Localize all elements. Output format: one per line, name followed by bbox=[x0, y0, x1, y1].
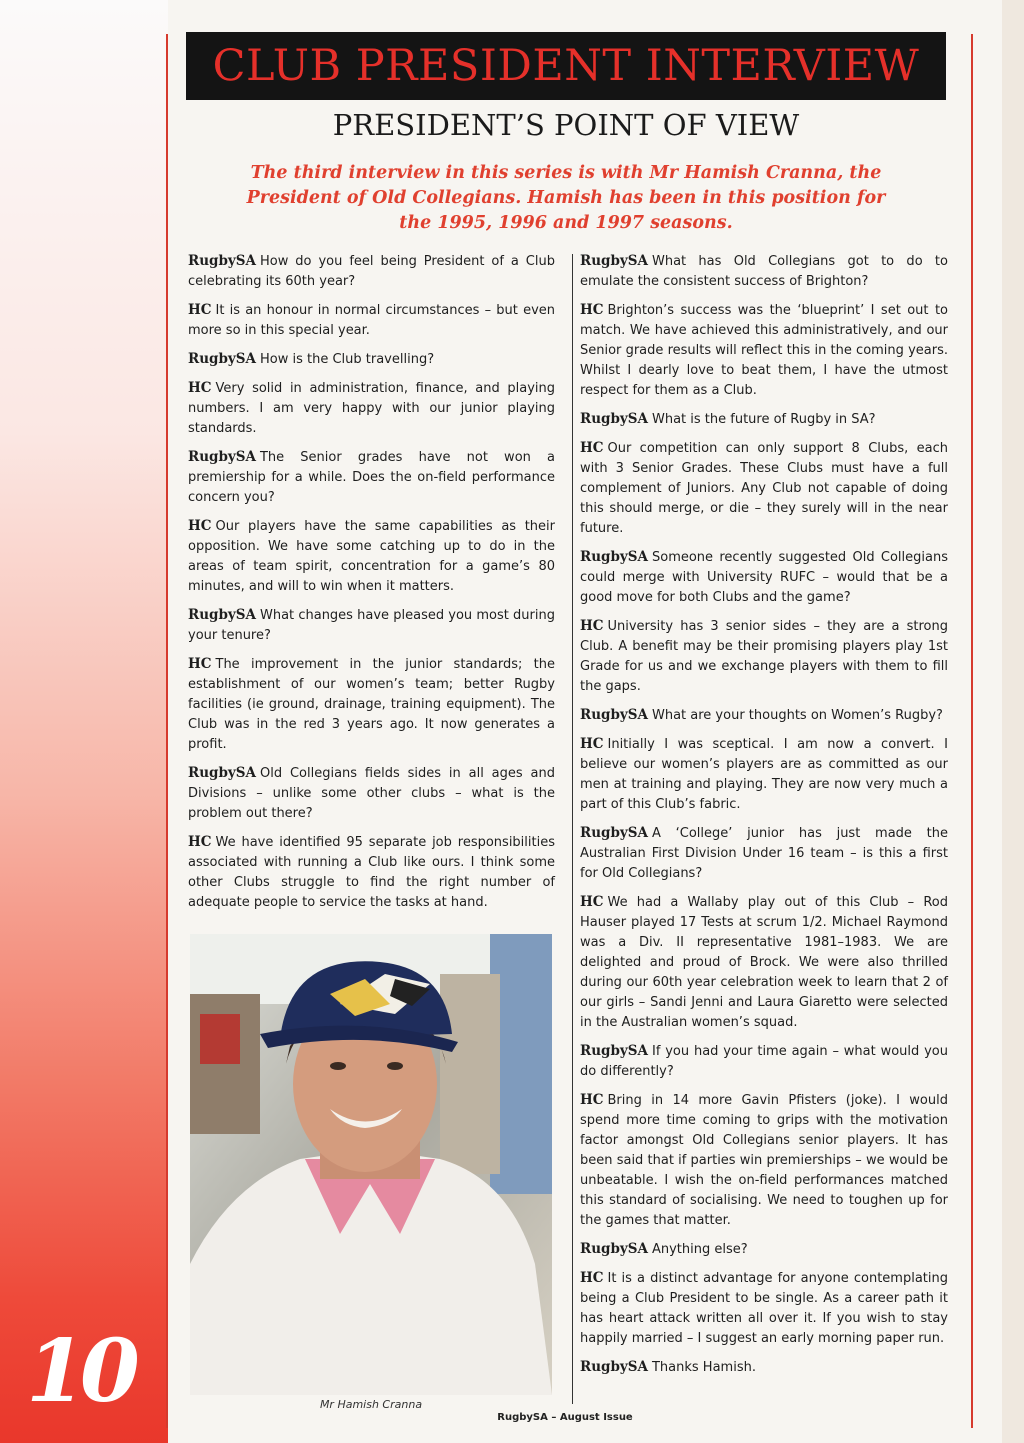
qa-item bbox=[188, 654, 555, 755]
page-title: CLUB PRESIDENT INTERVIEW bbox=[186, 32, 946, 100]
qa-item bbox=[188, 251, 555, 292]
speaker-label: HC bbox=[188, 302, 212, 318]
speaker-label: RugbySA bbox=[580, 549, 648, 565]
side-gradient-panel bbox=[0, 0, 168, 1443]
qa-item bbox=[188, 349, 555, 370]
page-number: 10 bbox=[26, 1321, 134, 1422]
qa-item bbox=[188, 378, 555, 439]
qa-text: University has 3 senior sides – they are a strong Club. A benefit may be their promising players play 1st Grade for us and we exchange players with them to fill the gaps. bbox=[580, 619, 948, 694]
speaker-label: HC bbox=[580, 618, 604, 634]
left-red-rule bbox=[166, 34, 168, 1428]
left-column bbox=[188, 251, 555, 921]
speaker-label: RugbySA bbox=[188, 351, 256, 367]
qa-item bbox=[188, 300, 555, 341]
right-red-rule bbox=[971, 34, 973, 1428]
qa-text: How do you feel being President of a Club celebrating its 60th year? bbox=[188, 254, 555, 289]
qa-text: We had a Wallaby play out of this Club – Rod Hauser played 17 Tests at scrum 1/2. Michael Raymond was a Div. II representative 1981–1983. We are delighted and proud of Brock. We were also thrilled during our 60th year celebration week to learn that 2 of our girls – Sandi Jenni and Laura Giaretto were selected in the Australian women’s squad. bbox=[580, 895, 948, 1030]
speaker-label: RugbySA bbox=[188, 253, 256, 269]
qa-text: Very solid in administration, finance, and playing numbers. I am very happy with our junior playing standards. bbox=[188, 381, 555, 436]
qa-text: What is the future of Rugby in SA? bbox=[651, 412, 876, 427]
qa-text: What changes have pleased you most during your tenure? bbox=[188, 608, 555, 643]
qa-item bbox=[188, 516, 555, 597]
qa-text: What has Old Collegians got to do to emulate the consistent success of Brighton? bbox=[580, 254, 948, 289]
qa-item bbox=[580, 1357, 948, 1378]
qa-item bbox=[580, 1268, 948, 1349]
qa-text: Anything else? bbox=[651, 1242, 748, 1257]
intro-paragraph: The third interview in this series is with Mr Hamish Cranna, the President of Old Collegians. Hamish has been in this position for the 1995, 1996 and 1997 seasons. bbox=[246, 163, 886, 233]
qa-text: Bring in 14 more Gavin Pfisters (joke). I would spend more time coming to grips with the motivation factor amongst Old Collegians senior players. It has been said that if parties win premierships – we would be unbeatable. I wish the on-field performances matched this standard of socialising. We need to toughen up for the games that matter. bbox=[580, 1093, 948, 1228]
speaker-label: RugbySA bbox=[188, 765, 256, 781]
qa-text: Thanks Hamish. bbox=[651, 1360, 756, 1375]
speaker-label: HC bbox=[580, 1270, 604, 1286]
speaker-label: RugbySA bbox=[580, 1241, 648, 1257]
qa-text: If you had your time again – what would you do differently? bbox=[580, 1044, 948, 1079]
qa-text: Old Collegians fields sides in all ages and Divisions – unlike some other clubs – what is the problem out there? bbox=[188, 766, 555, 821]
qa-item bbox=[580, 251, 948, 292]
page-edge-strip bbox=[1002, 0, 1024, 1443]
qa-text: A ‘College’ junior has just made the Australian First Division Under 16 team – is this a first for Old Collegians? bbox=[580, 826, 948, 881]
page-subtitle: PRESIDENT’S POINT OF VIEW bbox=[332, 108, 800, 142]
speaker-label: HC bbox=[188, 518, 212, 534]
qa-text: We have identified 95 separate job responsibilities associated with running a Club like ours. I think some other Clubs struggle to find the right number of adequate people to service the tasks at hand. bbox=[188, 835, 555, 910]
speaker-label: HC bbox=[580, 894, 604, 910]
speaker-label: RugbySA bbox=[580, 707, 648, 723]
qa-item bbox=[580, 1239, 948, 1260]
qa-item bbox=[580, 705, 948, 726]
speaker-label: HC bbox=[580, 440, 604, 456]
speaker-label: RugbySA bbox=[580, 253, 648, 269]
footer: RugbySA – August Issue bbox=[497, 1412, 633, 1423]
qa-item bbox=[580, 823, 948, 884]
qa-text: The improvement in the junior standards; the establishment of our women’s team; better Rugby facilities (ie ground, drainage, training equipment). The Club was in the red 3 years ago. It now generates a profit. bbox=[188, 657, 555, 752]
qa-text: What are your thoughts on Women’s Rugby? bbox=[651, 708, 943, 723]
qa-text: It is an honour in normal circumstances – but even more so in this special year. bbox=[188, 303, 555, 338]
qa-text: Initially I was sceptical. I am now a convert. I believe our women’s players are as committed as our men at training and playing. They are now very much a part of this Club’s fabric. bbox=[580, 737, 948, 812]
speaker-label: RugbySA bbox=[188, 449, 256, 465]
speaker-label: RugbySA bbox=[580, 1359, 648, 1375]
qa-item bbox=[580, 547, 948, 608]
speaker-label: HC bbox=[188, 834, 212, 850]
qa-item bbox=[580, 409, 948, 430]
qa-text: The Senior grades have not won a premiership for a while. Does the on-field performance concern you? bbox=[188, 450, 555, 505]
speaker-label: RugbySA bbox=[580, 825, 648, 841]
qa-item bbox=[580, 438, 948, 539]
photo-caption: Mr Hamish Cranna bbox=[319, 1398, 423, 1411]
qa-item bbox=[580, 300, 948, 401]
qa-text: Brighton’s success was the ‘blueprint’ I set out to match. We have achieved this administratively, and our Senior grade results will reflect this in the coming years. Whilst I dearly love to beat them, I have the utmost respect for them as a Club. bbox=[580, 303, 948, 398]
speaker-label: HC bbox=[580, 736, 604, 752]
qa-item bbox=[188, 832, 555, 913]
column-divider bbox=[572, 254, 573, 1404]
qa-item bbox=[580, 1041, 948, 1082]
qa-item bbox=[188, 447, 555, 508]
qa-text: Our players have the same capabilities as their opposition. We have some catching up to do in the areas of team spirit, concentration for a game’s 80 minutes, and will to win when it matters. bbox=[188, 519, 555, 594]
qa-text: It is a distinct advantage for anyone contemplating being a Club President to be single. As a career path it has heart attack written all over it. If you wish to stay happily married – I suggest an early morning paper run. bbox=[580, 1271, 948, 1346]
speaker-label: HC bbox=[580, 1092, 604, 1108]
speaker-label: RugbySA bbox=[580, 1043, 648, 1059]
portrait-photo bbox=[190, 934, 552, 1395]
qa-item bbox=[188, 605, 555, 646]
speaker-label: HC bbox=[188, 380, 212, 396]
speaker-label: HC bbox=[580, 302, 604, 318]
qa-text: How is the Club travelling? bbox=[259, 352, 435, 367]
qa-item bbox=[580, 892, 948, 1033]
right-column bbox=[580, 251, 948, 1386]
qa-item bbox=[580, 1090, 948, 1231]
speaker-label: HC bbox=[188, 656, 212, 672]
qa-item bbox=[188, 763, 555, 824]
qa-text: Someone recently suggested Old Collegians could merge with University RUFC – would that be a good move for both Clubs and the game? bbox=[580, 550, 948, 605]
qa-item bbox=[580, 616, 948, 697]
speaker-label: RugbySA bbox=[580, 411, 648, 427]
speaker-label: RugbySA bbox=[188, 607, 256, 623]
qa-item bbox=[580, 734, 948, 815]
qa-text: Our competition can only support 8 Clubs, each with 3 Senior Grades. These Clubs must have a full complement of Juniors. Any Club not capable of doing this should merge, or die – they surely will in the near future. bbox=[580, 441, 948, 536]
portrait-illustration bbox=[190, 934, 552, 1395]
